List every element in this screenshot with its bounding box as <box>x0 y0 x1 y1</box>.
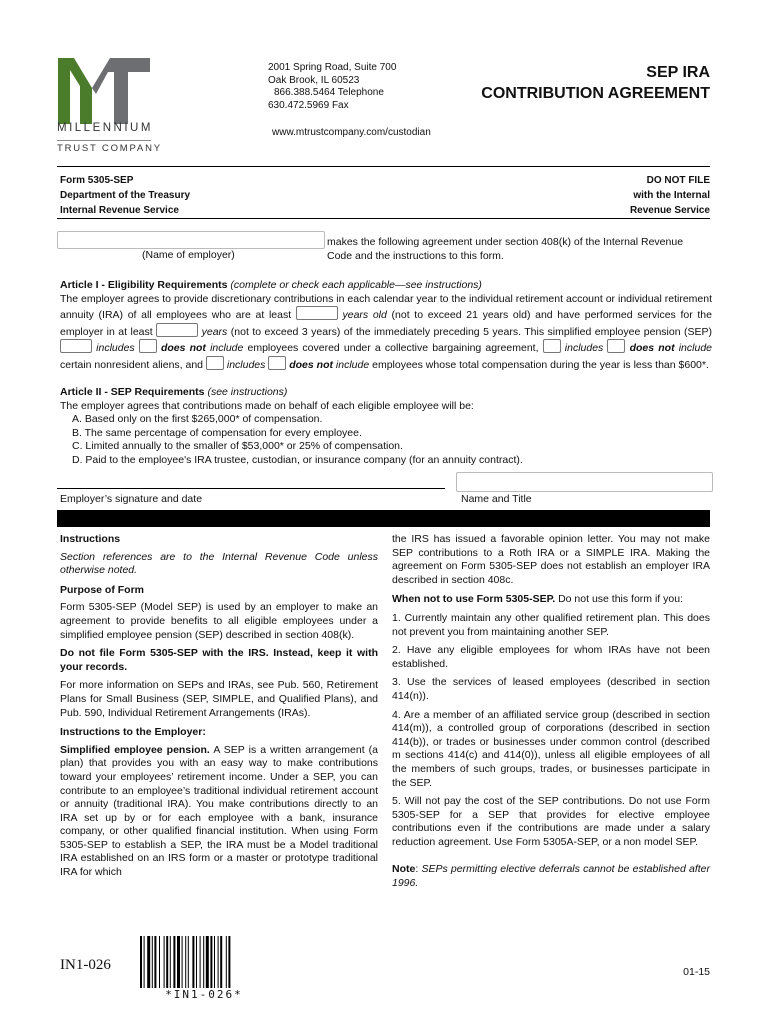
section-divider-bar <box>57 510 710 527</box>
form-identifier <box>60 173 190 218</box>
includes-label: includes <box>96 342 135 354</box>
alien-includes-checkbox[interactable] <box>543 339 561 353</box>
lowpay-includes-checkbox[interactable] <box>206 356 224 370</box>
list-item: A. Based only on the first $265,000* of compensation. <box>72 413 323 425</box>
include-label: include <box>335 358 370 371</box>
company-address <box>268 62 396 112</box>
barcode-text: *IN1-026* <box>165 988 243 1001</box>
name-title-caption: Name and Title <box>461 493 532 505</box>
article-1-text-6: employees covered under a collective bargaining agreement, <box>247 342 539 354</box>
more-info-text: For more information on SEPs and IRAs, see Pub. 560, Retirement Plans for Small Business (SEP, SIMPLE, and Qualified Plans), and Pub. 590, Individual Retirement Arrangements (IRAs). <box>60 679 378 719</box>
list-item: D. Paid to the employee's IRA trustee, custodian, or insurance company (for an annuity contract). <box>72 453 523 466</box>
section-references: Section references are to the Internal Revenue Code unless otherwise noted. <box>60 550 378 577</box>
article-2-heading: Article II - SEP Requirements <box>60 386 205 398</box>
instructions-heading: Instructions <box>60 533 121 545</box>
millennium-logo-icon <box>58 58 150 124</box>
union-includes-checkbox[interactable] <box>60 339 92 353</box>
form-code: IN1-026 <box>60 957 111 973</box>
article-2-note: (see instructions) <box>207 386 288 398</box>
revision-date: 01-15 <box>683 966 710 978</box>
website-link[interactable]: www.mtrustcompany.com/custodian <box>272 127 431 138</box>
continued-text: the IRS has issued a favorable opinion letter. You may not make SEP contributions to a Roth IRA or a SIMPLE IRA. Making the agreement on Form 5305-SEP does not establish an employer IRA described in section 408c. <box>392 533 710 586</box>
purpose-text: Form 5305-SEP (Model SEP) is used by an employer to make an agreement to provide benefits to all eligible employees under a simplified employee pension (SEP) described in section 408(k). <box>60 601 378 641</box>
employer-signature-line[interactable] <box>57 488 445 489</box>
service-years-field[interactable] <box>156 323 198 337</box>
include-label: include <box>210 342 244 354</box>
form-number: Form 5305-SEP <box>60 175 134 186</box>
union-excludes-checkbox[interactable] <box>139 339 157 353</box>
article-1 <box>60 279 712 372</box>
does-not-label: does not <box>289 358 333 371</box>
when-not-heading: When not to use Form 5305-SEP. <box>392 593 556 606</box>
article-2-intro: The employer agrees that contributions made on behalf of each eligible employee will be: <box>60 399 474 412</box>
page-title: SEP IRA <box>646 64 710 81</box>
note-label: Note <box>392 863 416 876</box>
dnf-line2: with the Internal <box>633 190 710 201</box>
employer-name-field[interactable] <box>57 231 325 249</box>
address-phone: 866.388.5464 Telephone <box>274 87 384 98</box>
article-1-note: (complete or check each applicable—see instructions) <box>230 279 482 291</box>
alien-excludes-checkbox[interactable] <box>607 339 625 353</box>
address-fax: 630.472.5969 Fax <box>268 99 349 111</box>
address-city: Oak Brook, IL 60523 <box>268 74 360 86</box>
page-subtitle: CONTRIBUTION AGREEMENT <box>481 85 710 102</box>
sep-lead: Simplified employee pension. <box>60 743 210 756</box>
years-label: years <box>201 325 228 338</box>
when-not-tail: Do not use this form if you: <box>558 593 683 606</box>
does-not-label: does not <box>160 342 206 354</box>
form-agency: Internal Revenue Service <box>60 205 179 216</box>
agreement-statement: makes the following agreement under section 408(k) of the Internal Revenue Code and the instructions to this form. <box>327 236 684 262</box>
includes-label: includes <box>226 358 266 371</box>
article-1-text-1: The employer agrees to provide discretionary contributions in each calendar year to the individual retirement account or individual retirement annuity (IRA) of all employees who are at least <box>60 292 712 321</box>
list-item: 3. Use the services of leased employees (described in section 414(n)). <box>392 676 710 702</box>
address-street: 2001 Spring Road, Suite 700 <box>268 62 397 73</box>
sep-text: A SEP is a written arrangement (a plan) that provides you with an easy way to make contributions toward your employees’ retirement income. Under a SEP, you can contribute to an employee’s traditional individual retirement account or annuity (traditional IRA). You make contributions directly to an IRA set up by or for each employee with a bank, insurance company, or other qualified financial institution. When using Form 5305-SEP to establish a SEP, the IRA must be a Model traditional IRA established on an IRS form or a master or prototype traditional IRA for which <box>60 743 379 879</box>
article-1-text-8: employees whose total compensation during the year is less than $600*. <box>372 358 709 371</box>
list-item: 2. Have any eligible employees for whom IRAs have not been established. <box>392 644 710 670</box>
dnf-line3: Revenue Service <box>629 205 710 216</box>
article-1-heading: Article I - Eligibility Requirements <box>60 279 228 291</box>
list-item: 4. Are a member of an affiliated service group (described in section 414(m)), a controlled group of corporations (described in section 414(b)), or trades or businesses under common control (described m sections 414(c) and 414(0)), unless all eligible employees of all the members of such groups, trades, or businesses participate in the SEP. <box>392 708 710 789</box>
logo-subname: TRUST COMPANY <box>57 143 162 154</box>
form-department: Department of the Treasury <box>60 190 191 201</box>
article-2 <box>60 386 712 467</box>
article-1-text-5: (not to exceed 3 years) of the immediately preceding 5 years. This simplified employee pension (SEP) <box>230 325 713 338</box>
barcode-icon <box>140 936 268 988</box>
lowpay-excludes-checkbox[interactable] <box>268 356 286 370</box>
min-age-field[interactable] <box>296 306 338 320</box>
list-item: 5. Will not pay the cost of the SEP contributions. Do not use Form 5305-SEP for a SEP that provides for elective employee contributions even if the contributions are made under a salary reduction agreement. Use Form 5305A-SEP, or a non model SEP. <box>392 795 710 848</box>
list-item: C. Limited annually to the smaller of $53,000* or 25% of compensation. <box>72 440 403 452</box>
logo-divider <box>57 140 151 141</box>
does-not-label: does not <box>629 342 675 354</box>
article-1-text-7: certain nonresident aliens, and <box>60 358 204 371</box>
purpose-heading: Purpose of Form <box>60 583 145 596</box>
instructions-left-column <box>60 529 378 885</box>
include-label: include <box>678 342 712 354</box>
do-not-file-instruction: Do not file Form 5305-SEP with the IRS. Instead, keep it with your records. <box>60 647 378 673</box>
do-not-file-notice <box>630 173 710 218</box>
instructions-right-column: the IRS has issued a favorable opinion letter. You may not make SEP contributions to a Roth IRA or a SIMPLE IRA. Making the agreement on Form 5305-SEP does not establish an employer IRA described in section 408c. When not to use Form 5305-SEP. Do not use this form if you: 1. Currently maintain any other qualified retirement plan. This does not prevent you from maintaining another SEP. 2. Have any eligible employees for whom IRAs have not been established. 3. Use the services of leased employees (described in section 414(n)). 4. Are a member of an affiliated service group (described in section 414(m)), a controlled group of corporations (described in section 414(b)), or trades or businesses under common control (described m sections 414(c) and 414(0)), unless all eligible employees of all the members of such groups, trades, or businesses participate in the SEP. 5. Will not pay the cost of the SEP contributions. Do not use Form 5305-SEP for a SEP that provides for elective employee contributions even if the contributions are made under a salary reduction agreement. Use Form 5305A-SEP, or a non model SEP. Note: SEPs permitting elective deferrals cannot be established after 1996. <box>392 533 710 890</box>
note-text: SEPs permitting elective deferrals cannot be established after 1996. <box>392 863 710 890</box>
header-divider <box>57 166 710 167</box>
years-old-label: years old <box>342 309 387 321</box>
article-1-text-3: (not to exceed 21 years old) and have performed services for the employer in at least <box>60 309 712 338</box>
employer-instructions-heading: Instructions to the Employer: <box>60 726 206 739</box>
dnf-line1: DO NOT FILE <box>646 175 710 186</box>
list-item: 1. Currently maintain any other qualified retirement plan. This does not prevent you from maintaining another SEP. <box>392 611 710 638</box>
includes-label: includes <box>564 342 604 354</box>
logo-name: MILLENNIUM <box>57 122 153 134</box>
name-title-field[interactable] <box>456 472 713 492</box>
list-item: B. The same percentage of compensation for every employee. <box>72 426 362 439</box>
employer-name-caption: (Name of employer) <box>142 249 235 261</box>
form-id-divider <box>57 218 710 219</box>
signature-caption: Employer’s signature and date <box>60 493 203 505</box>
